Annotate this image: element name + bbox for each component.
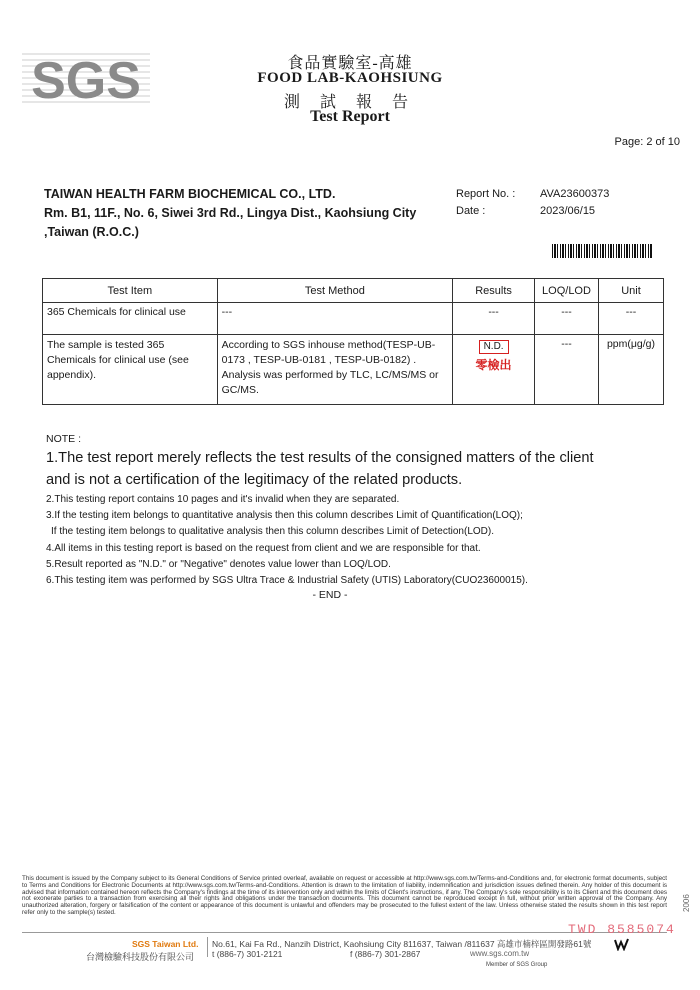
row1-method: --- [217,303,453,335]
footer-vertical-divider [207,937,208,957]
header-title-cn: 食品實驗室-高雄 [287,55,413,72]
note-1: 1.The test report merely reflects the test results of the consigned matters of the client and is not a certification of the legitimacy of the related products. [46,450,594,488]
report-no-value: AVA23600373 [540,188,610,200]
row2-result [453,335,535,405]
row2-unit: ppm(μg/g) [598,335,663,405]
report-date-value: 2023/06/15 [540,205,596,217]
table-row [43,303,664,335]
company-fax: f (886-7) 301-2867 [350,949,421,959]
legal-disclaimer: This document is issued by the Company subject to its General Conditions of Service printed overleaf, available on request or accessible at http://www.sgs.com.tw/Terms-and-Conditions and, for electronic format documents, subject to Terms and Conditions for Electronic Documents at http://www.sgs.com.tw/Terms-and-Conditions. Attention is drawn to the limitation of liability, indemnification and jurisdiction issues defined therein. Any holder of this document is advised that information contained hereon reflects the Company's findings at the time of its intervention only and within the limits of Client's instructions, if any. The Company's sole responsibility is to its Client and this document does not exonerate parties to a transaction from exercising all their rights and obligations under the transaction documents. This document cannot be reproduced except in full, without prior written approval of the Company. Any unauthorized alteration, forgery or falsification of the content or appearance of this document is unlawful and offenders may be prosecuted to the fullest extent of the law. Unless otherwise stated the results shown in this test report refer only to the sample(s) tested. [22,875,667,916]
client-address-line2: ,Taiwan (R.O.C.) [44,225,139,239]
header-subtitle-cn: 測 試 報 告 [283,94,416,111]
company-website: www.sgs.com.tw [470,949,530,958]
result-nd-cn: 零檢出 [475,358,512,372]
page-number: Page: 2 of 10 [614,136,680,148]
company-phone: t (886-7) 301-2121 [212,949,283,959]
barcode [552,244,652,258]
sgs-logo-text: SGS [31,52,141,106]
company-address: No.61, Kai Fa Rd., Nanzih District, Kaohsiung City 811637, Taiwan /811637 高雄市楠梓區開發路61號 [212,939,592,949]
note-label: NOTE : [46,433,82,445]
row2-loq: --- [535,335,599,405]
header-unit: Unit [598,279,663,303]
end-marker: - END - [312,589,348,601]
company-name-cn: 台灣檢驗科技股份有限公司 [86,952,195,962]
header-test-item: Test Item [43,279,218,303]
row1-result: --- [453,303,535,335]
row2-method: According to SGS inhouse method(TESP-UB-0173 , TESP-UB-0181 , TESP-UB-0182) . Analysis was performed by TLC, LC/MS/MS or GC/MS. [217,335,453,405]
note-4: 4.All items in this testing report is based on the request from client and we are responsible for that. [46,543,481,554]
header-subtitle-en: Test Report [310,108,390,125]
row1-item: 365 Chemicals for clinical use [43,303,218,335]
table-row [43,335,664,405]
client-address-line1: Rm. B1, 11F., No. 6, Siwei 3rd Rd., Lingya Dist., Kaohsiung City [44,206,417,220]
sgs-logo [22,48,150,106]
year-mark: 2006 [682,894,691,912]
header-results: Results [453,279,535,303]
table-header-row [43,279,664,303]
report-no-label: Report No. : [456,188,516,200]
note-6: 6.This testing item was performed by SGS Ultra Trace & Industrial Safety (UTIS) Laboratory(CUO23600015). [46,575,528,586]
note-3a: 3.If the testing item belongs to quantitative analysis then this column describes Limit of Quantification(LOQ); [46,510,523,521]
header-test-method: Test Method [217,279,453,303]
note-5: 5.Result reported as "N.D." or "Negative" denotes value lower than LOQ/LOD. [46,559,391,570]
result-nd-box: N.D. [479,340,509,354]
row1-loq: --- [535,303,599,335]
report-date-label: Date : [456,205,486,217]
company-name-en: SGS Taiwan Ltd. [132,939,199,949]
row2-item: The sample is tested 365 Chemicals for clinical use (see appendix). [43,335,218,405]
header-title-en: FOOD LAB-KAOHSIUNG [257,70,443,86]
signature-mark-icon [614,937,630,951]
member-sgs-group: Member of SGS Group [486,962,548,968]
client-name: TAIWAN HEALTH FARM BIOCHEMICAL CO., LTD. [44,187,336,201]
note-3b: If the testing item belongs to qualitative analysis then this column describes Limit of Detection(LOD). [51,526,494,537]
note-2: 2.This testing report contains 10 pages and it's invalid when they are separated. [46,494,400,505]
row1-unit: --- [598,303,663,335]
serial-number: TWD 8585074 [568,922,676,937]
header-loq-lod: LOQ/LOD [535,279,599,303]
results-table [42,278,664,405]
